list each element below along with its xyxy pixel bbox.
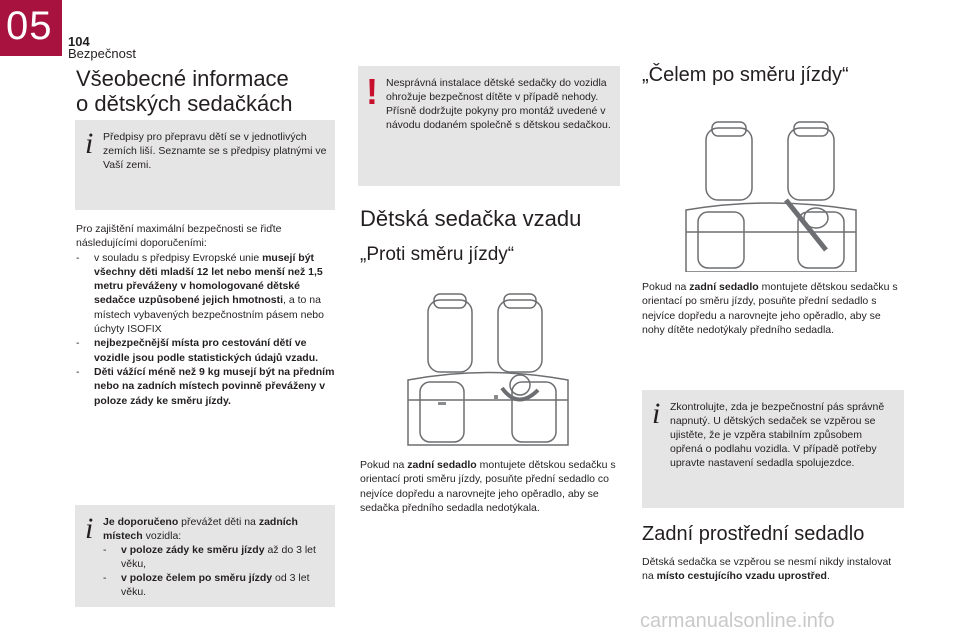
- general-info-title-line2: o dětských sedačkách: [76, 91, 293, 116]
- instruction-text: montujete dětskou sedačku s orientací proti směru jízdy, posuňte přední sedadlo co nejvíce dopředu a narovnejte jeho opěradlo, aby se sedačka předního sedadla nedotýkala.: [360, 459, 616, 514]
- warning-box: [358, 66, 620, 186]
- info-box-seatbelt: [642, 390, 904, 508]
- recommendations: [76, 222, 338, 408]
- list-item: - v souladu s předpisy Evropské unie musejí být všechny děti mladší 12 let nebo menší než 1,5 metru převáženy v homologované dětské sedačce uzpůsobené jejich hmotnosti, a to na místech vybavených bezpečnostním pásem nebo úchyty ISOFIX: [76, 251, 324, 336]
- info-box-regulations-text: Předpisy pro přepravu dětí se v jednotlivých zemích liší. Seznamte se s předpisy platnými ve Vaší zemi.: [103, 131, 327, 171]
- instruction-text: Dětská sedačka se vzpěrou se nesmí nikdy instalovat na: [642, 556, 892, 583]
- forward-facing-subtitle: „Čelem po směru jízdy“: [642, 64, 849, 86]
- list-item-bold: musejí být všechny děti mladší 12 let nebo menší než 1,5 metru převáženy v homologované dětské sedačce uzpůsobené jejich hmotnosti: [94, 251, 323, 307]
- info-bold: zadních místech: [103, 516, 298, 542]
- rearward-facing-subtitle: „Proti směru jízdy“: [360, 244, 515, 265]
- info-box-regulations: [75, 120, 335, 210]
- info-icon: i: [652, 397, 661, 430]
- rear-middle-seat-text: [642, 555, 904, 584]
- forward-facing-seat-illustration: [676, 120, 866, 272]
- general-info-title-line1: Všeobecné informace: [76, 66, 289, 91]
- list-item: - v poloze zády ke směru jízdy až do 3 let věku,: [103, 544, 316, 570]
- instruction-bold: místo cestujícího vzadu uprostřed: [656, 570, 827, 583]
- info-bold: Je doporučeno: [103, 516, 179, 528]
- rearward-facing-instructions: [360, 458, 618, 515]
- instruction-bold: zadní sedadlo: [407, 459, 477, 471]
- instruction-text: Pokud na: [360, 459, 408, 471]
- list-item-bold: Děti vážící méně než 9 kg musejí být na předním nebo na zadních místech povinně převáženy v poloze zády ke směru jízdy.: [94, 365, 335, 407]
- info-box-recommendation: [75, 505, 335, 607]
- watermark: carmanualsonline.info: [640, 610, 835, 632]
- list-item: - v poloze čelem po směru jízdy od 3 let věku.: [103, 572, 310, 598]
- instruction-bold: zadní sedadlo: [689, 281, 759, 293]
- section-title: Bezpečnost: [68, 46, 136, 61]
- info-icon: i: [85, 127, 94, 160]
- list-item: - nejbezpečnější místa pro cestování dětí ve vozidle jsou podle statistických údajů vzadu.: [76, 336, 338, 365]
- list-item-text: až do 3 let věku,: [121, 544, 316, 570]
- warning-icon: !: [366, 71, 378, 112]
- general-info-title: [76, 66, 292, 116]
- info-text: převážet děti na: [178, 516, 259, 528]
- list-item-text: od 3 let věku.: [121, 572, 310, 598]
- list-item-bold: v poloze čelem po směru jízdy: [121, 572, 273, 584]
- list-item-bold: nejbezpečnější místa pro cestování dětí ve vozidle jsou podle statistických údajů vzadu.: [94, 337, 319, 364]
- page-number: 104: [68, 34, 90, 49]
- warning-box-text: Nesprávná instalace dětské sedačky do vozidla ohrožuje bezpečnost dítěte v případě nehody. Přísně dodržujte pokyny pro montáž uvedené v návodu dodaném společně s dětskou sedačkou.: [386, 77, 611, 131]
- recommendations-intro-1: Pro zajištění maximální bezpečnosti se řiďte: [76, 223, 282, 235]
- instruction-text: montujete dětskou sedačku s orientací po směru jízdy, posuňte přední sedadlo s nejvíce dopředu a narovnejte jeho opěradlo, aby se nohy dítěte nedotýkaly předního sedadla.: [642, 281, 898, 336]
- rear-child-seat-title: Dětská sedačka vzadu: [360, 206, 582, 231]
- list-item-bold: v poloze zády ke směru jízdy: [121, 544, 265, 556]
- instruction-text: Pokud na: [642, 281, 690, 293]
- info-text: vozidla:: [142, 530, 182, 542]
- chapter-tab: [0, 0, 62, 56]
- forward-facing-instructions: [642, 280, 904, 337]
- recommendations-intro-2: následujícími doporučeními:: [76, 237, 207, 250]
- instruction-text: .: [826, 570, 830, 583]
- list-item-text: , a to na místech vybavených bezpečnostním pásem nebo úchyty ISOFIX: [94, 294, 324, 336]
- info-box-seatbelt-text: Zkontrolujte, zda je bezpečnostní pás správně napnutý. U dětských sedaček se vzpěrou se ujistěte, že je vzpěra stabilním způsobem opřená o podlahu vozidla. V případě potřeby upravte nastavení sedadla spolujezdce.: [670, 401, 885, 469]
- rear-middle-seat-title: Zadní prostřední sedadlo: [642, 523, 865, 545]
- info-icon: i: [85, 512, 94, 545]
- list-item-text: v souladu s předpisy Evropské unie: [94, 251, 263, 264]
- rearward-facing-seat-illustration: [398, 270, 578, 450]
- list-item: - Děti vážící méně než 9 kg musejí být na předním nebo na zadních místech povinně převáženy v poloze zády ke směru jízdy.: [76, 365, 338, 408]
- info-box-recommendation-text: [103, 515, 327, 599]
- chapter-number: 05: [6, 4, 53, 48]
